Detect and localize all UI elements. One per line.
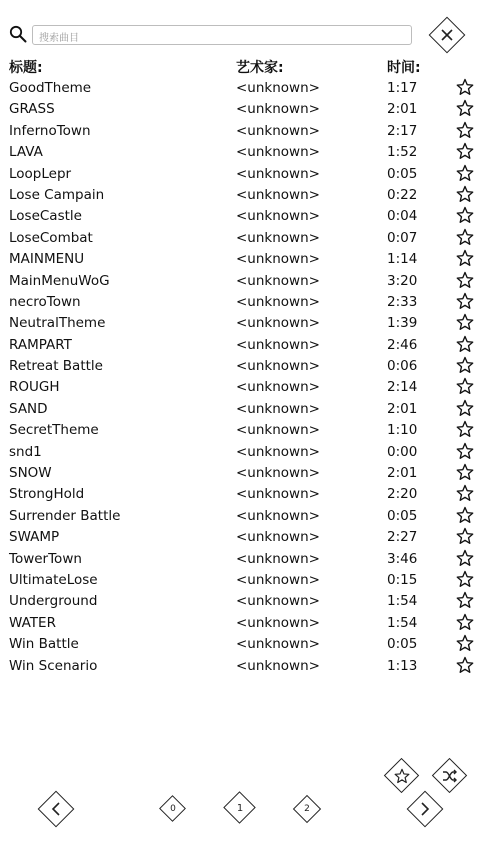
track-row[interactable] bbox=[0, 484, 480, 505]
track-duration: 1:14 bbox=[387, 251, 418, 268]
favorite-star-icon[interactable] bbox=[456, 164, 474, 182]
track-artist: <unknown> bbox=[236, 400, 320, 417]
track-title: LoseCastle bbox=[9, 208, 82, 225]
track-duration: 2:46 bbox=[387, 336, 418, 353]
favorite-star-icon[interactable] bbox=[456, 313, 474, 331]
track-artist: <unknown> bbox=[236, 358, 320, 375]
track-duration: 0:04 bbox=[387, 208, 418, 225]
favorites-filter-button[interactable] bbox=[386, 760, 418, 792]
track-artist: <unknown> bbox=[236, 571, 320, 588]
page-button-1[interactable] bbox=[224, 792, 256, 824]
track-row[interactable] bbox=[0, 399, 480, 420]
track-row[interactable] bbox=[0, 634, 480, 655]
track-duration: 0:05 bbox=[387, 636, 418, 653]
favorite-star-icon[interactable] bbox=[456, 484, 474, 502]
track-duration: 1:52 bbox=[387, 144, 418, 161]
track-duration: 2:01 bbox=[387, 465, 418, 482]
track-row[interactable] bbox=[0, 185, 480, 206]
track-duration: 2:01 bbox=[387, 101, 418, 118]
search-field[interactable] bbox=[32, 25, 412, 45]
track-duration: 3:46 bbox=[387, 550, 418, 567]
favorite-star-icon[interactable] bbox=[456, 335, 474, 353]
track-duration: 1:10 bbox=[387, 422, 418, 439]
track-row[interactable] bbox=[0, 527, 480, 548]
track-artist: <unknown> bbox=[236, 379, 320, 396]
column-header-time: 时间: bbox=[387, 60, 421, 76]
track-artist: <unknown> bbox=[236, 550, 320, 567]
track-artist: <unknown> bbox=[236, 186, 320, 203]
track-artist: <unknown> bbox=[236, 101, 320, 118]
track-duration: 2:17 bbox=[387, 122, 418, 139]
page-label: 1 bbox=[236, 802, 244, 814]
track-duration: 1:13 bbox=[387, 657, 418, 674]
favorite-star-icon[interactable] bbox=[456, 185, 474, 203]
track-artist: <unknown> bbox=[236, 507, 320, 524]
track-title: UltimateLose bbox=[9, 571, 98, 588]
track-title: WATER bbox=[9, 614, 56, 631]
track-row[interactable] bbox=[0, 442, 480, 463]
track-artist: <unknown> bbox=[236, 251, 320, 268]
track-artist: <unknown> bbox=[236, 208, 320, 225]
favorite-star-icon[interactable] bbox=[456, 78, 474, 96]
track-row[interactable] bbox=[0, 271, 480, 292]
track-row[interactable] bbox=[0, 142, 480, 163]
track-duration: 3:20 bbox=[387, 272, 418, 289]
track-duration: 2:33 bbox=[387, 293, 418, 310]
track-row[interactable] bbox=[0, 99, 480, 120]
track-artist: <unknown> bbox=[236, 272, 320, 289]
track-row[interactable] bbox=[0, 656, 480, 677]
shuffle-button[interactable] bbox=[434, 760, 466, 792]
track-row[interactable] bbox=[0, 420, 480, 441]
favorite-star-icon[interactable] bbox=[456, 549, 474, 567]
track-artist: <unknown> bbox=[236, 614, 320, 631]
track-row[interactable] bbox=[0, 377, 480, 398]
track-duration: 1:39 bbox=[387, 315, 418, 332]
track-row[interactable] bbox=[0, 121, 480, 142]
track-row[interactable] bbox=[0, 228, 480, 249]
star-outline-icon bbox=[394, 768, 410, 784]
favorite-star-icon[interactable] bbox=[456, 356, 474, 374]
track-row[interactable] bbox=[0, 591, 480, 612]
favorite-star-icon[interactable] bbox=[456, 399, 474, 417]
track-artist: <unknown> bbox=[236, 636, 320, 653]
track-artist: <unknown> bbox=[236, 336, 320, 353]
track-duration: 1:17 bbox=[387, 80, 418, 96]
favorite-star-icon[interactable] bbox=[456, 142, 474, 160]
next-page-button[interactable] bbox=[407, 791, 443, 827]
track-artist: <unknown> bbox=[236, 593, 320, 610]
track-row[interactable] bbox=[0, 313, 480, 334]
favorite-star-icon[interactable] bbox=[456, 206, 474, 224]
track-title: Win Scenario bbox=[9, 657, 98, 674]
column-header-artist: 艺术家: bbox=[236, 60, 284, 76]
track-title: LoopLepr bbox=[9, 165, 72, 182]
search-input[interactable] bbox=[33, 30, 411, 48]
track-title: Win Battle bbox=[9, 636, 79, 653]
favorite-star-icon[interactable] bbox=[456, 249, 474, 267]
track-artist: <unknown> bbox=[236, 422, 320, 439]
track-row[interactable] bbox=[0, 206, 480, 227]
track-artist: <unknown> bbox=[236, 486, 320, 503]
track-artist: <unknown> bbox=[236, 465, 320, 482]
close-button[interactable] bbox=[430, 18, 464, 52]
track-duration: 0:05 bbox=[387, 165, 418, 182]
track-row[interactable] bbox=[0, 164, 480, 185]
track-row[interactable] bbox=[0, 335, 480, 356]
track-title: MAINMENU bbox=[9, 251, 85, 268]
track-title: Retreat Battle bbox=[9, 358, 103, 375]
track-title: TowerTown bbox=[9, 550, 82, 567]
favorite-star-icon[interactable] bbox=[456, 442, 474, 460]
favorite-star-icon[interactable] bbox=[456, 634, 474, 652]
track-row[interactable] bbox=[0, 292, 480, 313]
favorite-star-icon[interactable] bbox=[456, 292, 474, 310]
track-row[interactable] bbox=[0, 613, 480, 634]
chevron-right-icon bbox=[420, 802, 430, 816]
track-duration: 2:20 bbox=[387, 486, 418, 503]
search-icon[interactable] bbox=[9, 25, 27, 43]
track-row[interactable] bbox=[0, 249, 480, 270]
track-title: SWAMP bbox=[9, 529, 60, 546]
favorite-star-icon[interactable] bbox=[456, 420, 474, 438]
track-title: Lose Campain bbox=[9, 186, 105, 203]
track-title: SecretTheme bbox=[9, 422, 99, 439]
track-duration: 2:01 bbox=[387, 400, 418, 417]
close-icon bbox=[440, 28, 454, 42]
track-duration: 0:22 bbox=[387, 186, 418, 203]
track-artist: <unknown> bbox=[236, 80, 320, 96]
track-title: InfernoTown bbox=[9, 122, 91, 139]
track-artist: <unknown> bbox=[236, 657, 320, 674]
track-duration: 1:54 bbox=[387, 614, 418, 631]
chevron-left-icon bbox=[51, 802, 61, 816]
track-duration: 0:05 bbox=[387, 507, 418, 524]
page-button-0[interactable] bbox=[160, 796, 186, 822]
track-duration: 0:00 bbox=[387, 443, 418, 460]
favorite-star-icon[interactable] bbox=[456, 99, 474, 117]
track-duration: 0:15 bbox=[387, 571, 418, 588]
track-title: RAMPART bbox=[9, 336, 72, 353]
favorite-star-icon[interactable] bbox=[456, 121, 474, 139]
favorite-star-icon[interactable] bbox=[456, 570, 474, 588]
track-artist: <unknown> bbox=[236, 315, 320, 332]
track-duration: 0:07 bbox=[387, 229, 418, 246]
favorite-star-icon[interactable] bbox=[456, 656, 474, 674]
track-row[interactable] bbox=[0, 356, 480, 377]
favorite-star-icon[interactable] bbox=[456, 377, 474, 395]
page-button-2[interactable] bbox=[293, 795, 321, 823]
track-artist: <unknown> bbox=[236, 443, 320, 460]
track-artist: <unknown> bbox=[236, 529, 320, 546]
track-duration: 2:14 bbox=[387, 379, 418, 396]
track-artist: <unknown> bbox=[236, 144, 320, 161]
track-title: SNOW bbox=[9, 465, 52, 482]
track-title: GRASS bbox=[9, 101, 55, 118]
track-row[interactable] bbox=[0, 506, 480, 527]
track-row[interactable] bbox=[0, 549, 480, 570]
track-duration: 1:54 bbox=[387, 593, 418, 610]
track-title: NeutralTheme bbox=[9, 315, 106, 332]
track-duration: 2:27 bbox=[387, 529, 418, 546]
favorite-star-icon[interactable] bbox=[456, 228, 474, 246]
track-artist: <unknown> bbox=[236, 165, 320, 182]
track-row[interactable] bbox=[0, 463, 480, 484]
track-artist: <unknown> bbox=[236, 229, 320, 246]
favorite-star-icon[interactable] bbox=[456, 527, 474, 545]
track-title: SAND bbox=[9, 400, 48, 417]
track-title: LoseCombat bbox=[9, 229, 93, 246]
page-label: 0 bbox=[170, 804, 176, 814]
track-title: GoodTheme bbox=[9, 80, 92, 96]
favorite-star-icon[interactable] bbox=[456, 591, 474, 609]
track-row[interactable] bbox=[0, 570, 480, 591]
track-row[interactable] bbox=[0, 78, 480, 99]
page-label: 2 bbox=[304, 804, 310, 814]
track-duration: 0:06 bbox=[387, 358, 418, 375]
track-title: ROUGH bbox=[9, 379, 60, 396]
track-artist: <unknown> bbox=[236, 293, 320, 310]
track-list bbox=[0, 78, 480, 677]
favorite-star-icon[interactable] bbox=[456, 463, 474, 481]
favorite-star-icon[interactable] bbox=[456, 271, 474, 289]
track-title: LAVA bbox=[9, 144, 43, 161]
track-artist: <unknown> bbox=[236, 122, 320, 139]
favorite-star-icon[interactable] bbox=[456, 613, 474, 631]
track-title: snd1 bbox=[9, 443, 42, 460]
shuffle-icon bbox=[442, 769, 458, 783]
prev-page-button[interactable] bbox=[38, 791, 74, 827]
track-title: Underground bbox=[9, 593, 98, 610]
track-title: StrongHold bbox=[9, 486, 85, 503]
column-header-title: 标题: bbox=[9, 60, 43, 76]
favorite-star-icon[interactable] bbox=[456, 506, 474, 524]
track-title: necroTown bbox=[9, 293, 81, 310]
track-title: Surrender Battle bbox=[9, 507, 121, 524]
track-title: MainMenuWoG bbox=[9, 272, 110, 289]
